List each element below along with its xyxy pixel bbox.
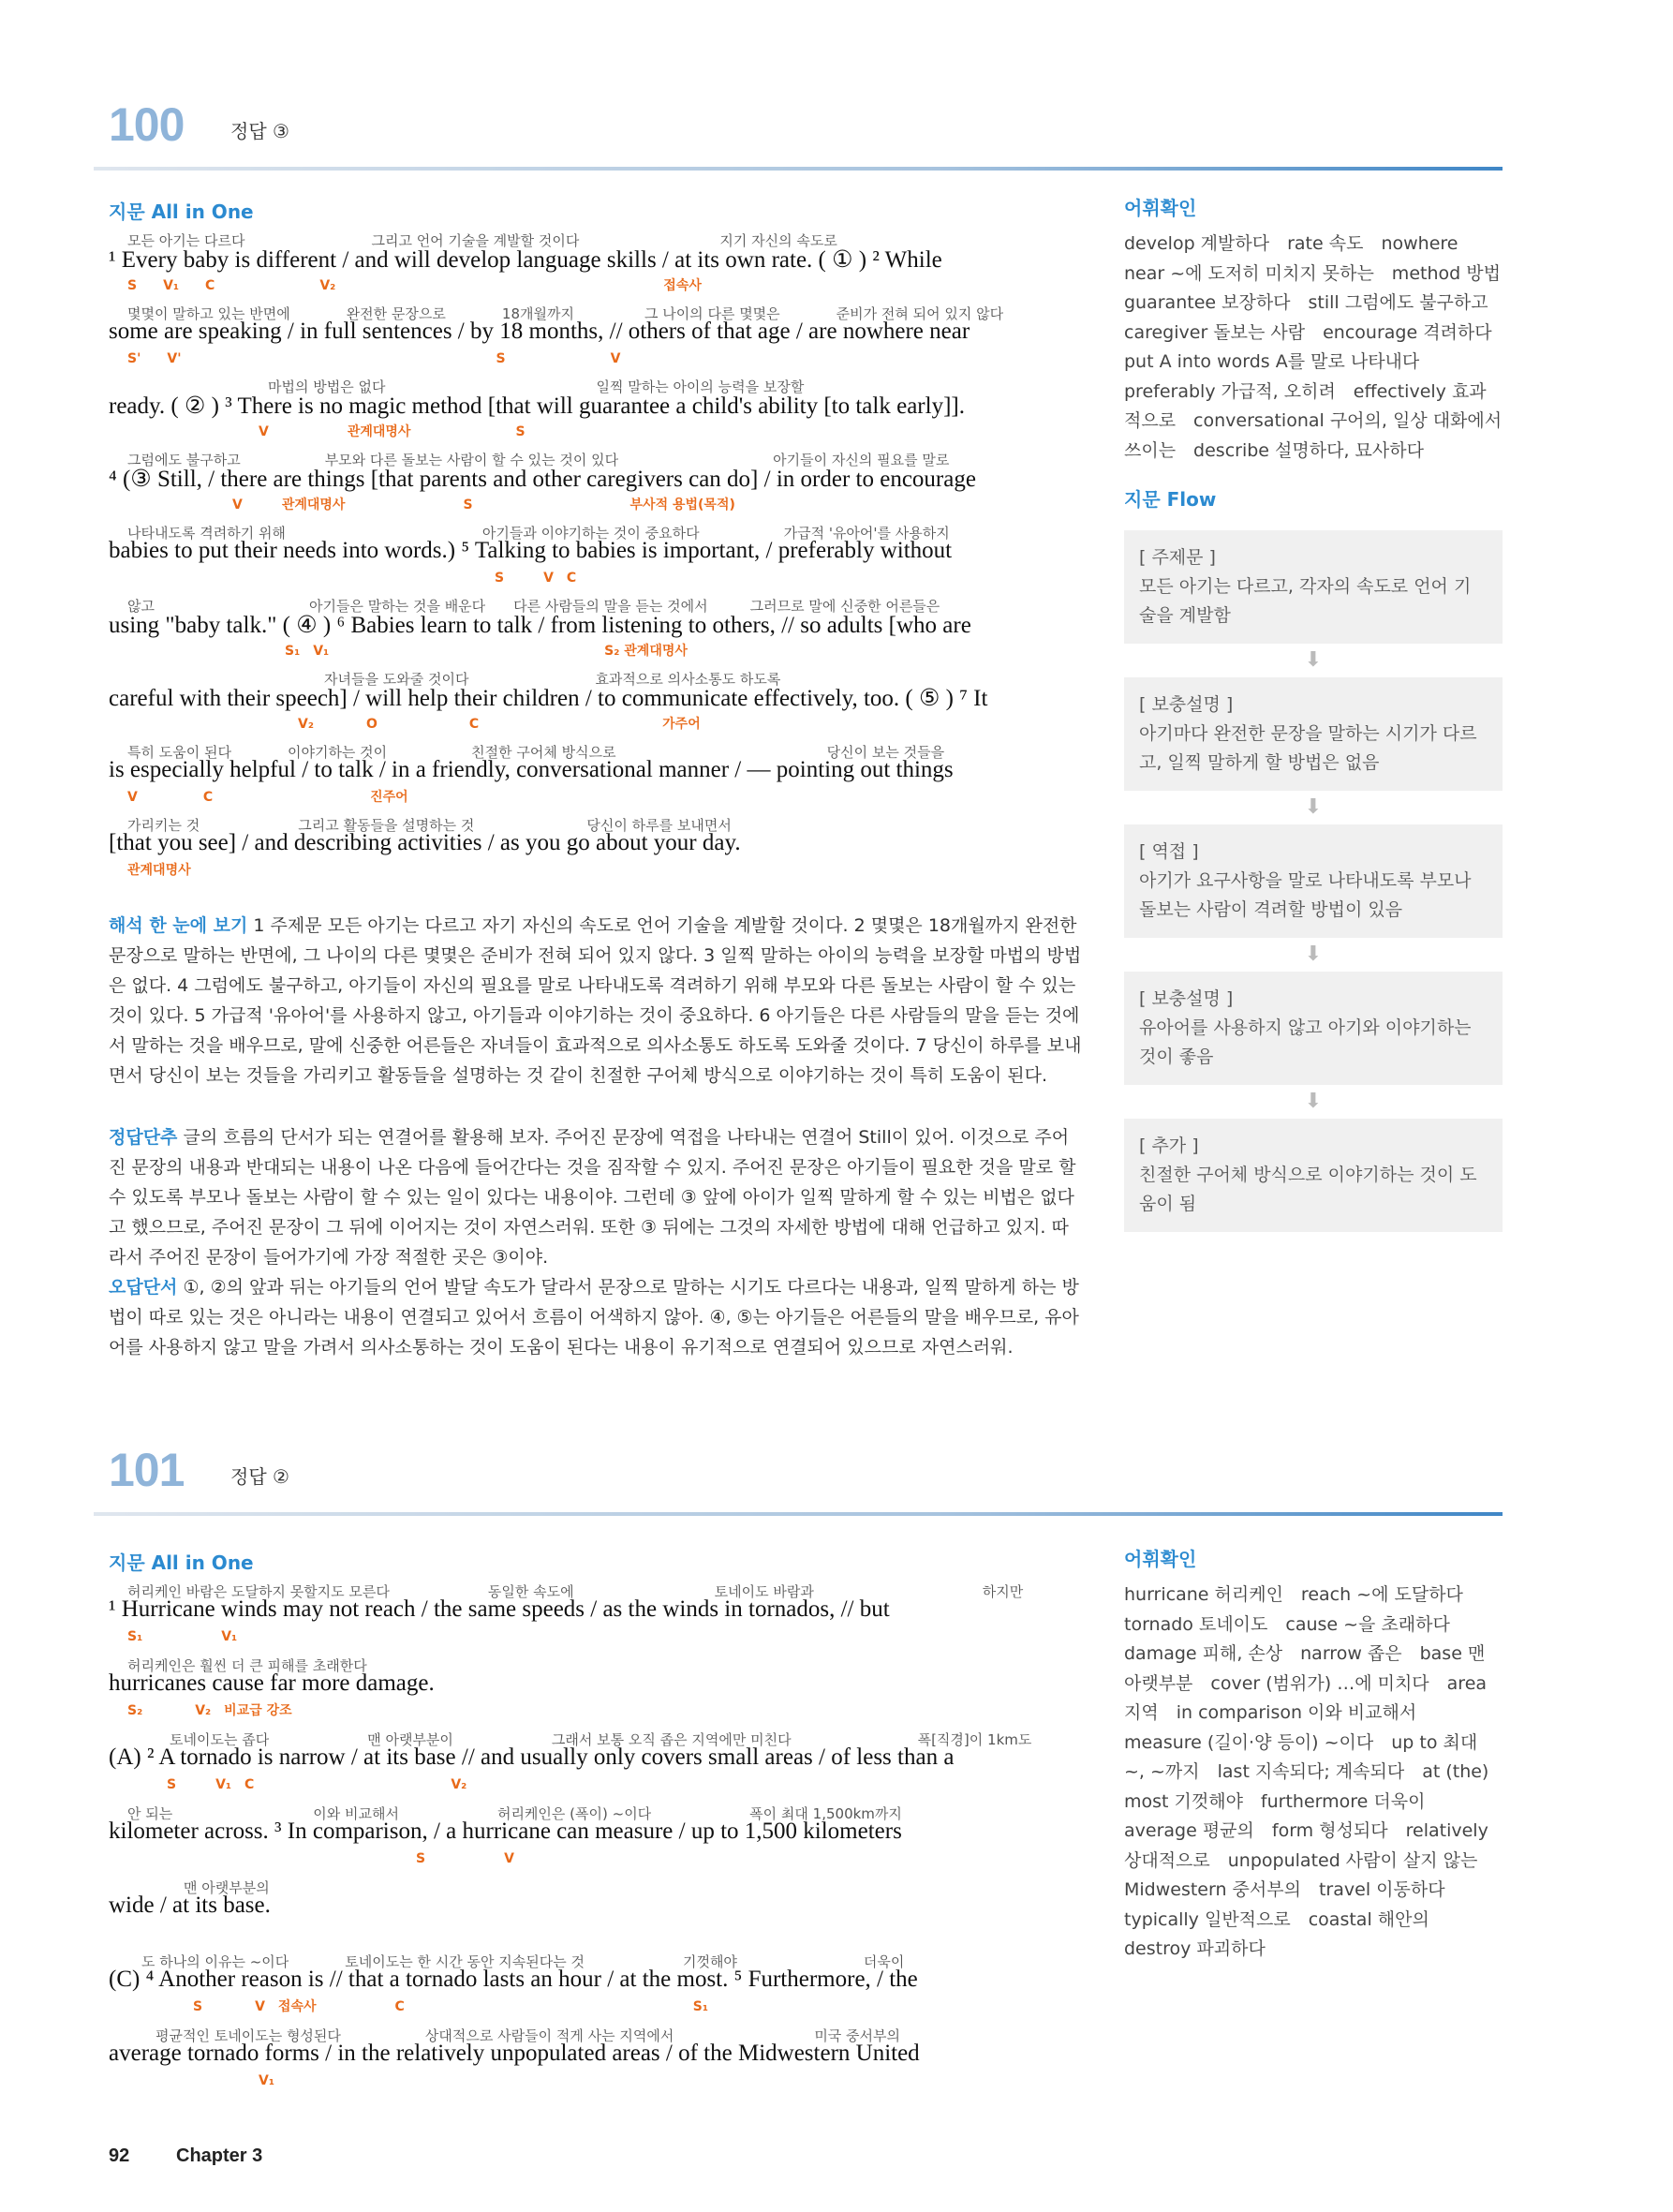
translation-label: 해석 한 눈에 보기 <box>109 915 248 936</box>
korean-gloss: 도 하나의 이유는 ~이다 토네이도는 한 시간 동안 지속된다는 것 기껏해야 더욱이 <box>127 1953 905 1970</box>
passage-line <box>109 304 1083 366</box>
flow-step-text: 아기가 요구사항을 말로 나타내도록 부모나 돌보는 사람이 격려할 방법이 있음 <box>1139 870 1472 920</box>
english-sentence: ready. ( ② ) ³ There is no magic method [that will guarantee a child's ability [to talk early]]. <box>109 393 965 419</box>
grammar-labels: V₂ O C 가주어 <box>127 717 701 732</box>
flow-step-tag: [ 보충설명 ] <box>1139 694 1234 715</box>
korean-gloss: 나타내도록 격려하기 위해 아기들과 이야기하는 것이 중요하다 가급적 '유아어'를 사용하지 <box>127 525 950 542</box>
passage-line <box>109 450 1083 512</box>
grammar-labels: S₂ V₂ 비교급 강조 <box>127 1703 292 1718</box>
passage-line <box>109 230 1083 293</box>
korean-gloss: 허리케인 바람은 도달하지 못할지도 모른다 동일한 속도에 토네이도 바람과 하지만 <box>127 1583 1024 1600</box>
passage-header-100: 지문 All in One <box>109 200 254 223</box>
korean-gloss: 특히 도움이 된다 이야기하는 것이 친절한 구어체 방식으로 당신이 보는 것들을 <box>127 744 945 761</box>
question-number-100: 100 <box>109 98 185 151</box>
flow-step <box>1124 972 1503 1085</box>
passage-line <box>109 1804 1083 1866</box>
english-sentence: wide / at its base. <box>109 1893 271 1918</box>
wrong-text: ①, ②의 앞과 뒤는 아기들의 언어 발달 속도가 달라서 문장으로 말하는 시기도 다르다는 내용과, 일찍 말하게 하는 방법이 따로 있는 것은 아니라는 내용이 연결되고 있어서 흐름이 어색하지 않아. ④, ⑤는 아기들은 어른들의 말을 배우므로, 유아어를 사용하지 않고 말을 가려서 의사소통하는 것이 도움이 된다는 내용이 유기적으로 연결되어 있으므로 자연스러워. <box>109 1277 1079 1358</box>
grammar-labels: V 관계대명사 S <box>127 424 526 439</box>
header-rule-100 <box>94 167 1503 171</box>
korean-gloss: 가리키는 것 그리고 활동들을 설명하는 것 당신이 하루를 보내면서 <box>127 817 732 834</box>
english-sentence: (C) ⁴ Another reason is // that a tornado lasts an hour / at the most. ⁵ Furthermore, / the <box>109 1967 918 1992</box>
grammar-labels: S' V' S V <box>127 351 621 366</box>
answer-label-101: 정답 ② <box>230 1465 289 1488</box>
passage-line <box>109 523 1083 586</box>
english-sentence: is especially helpful / to talk / in a friendly, conversational manner / — pointing out things <box>109 757 954 782</box>
right-column-101 <box>1124 1544 1503 1965</box>
flow-list-100 <box>1124 530 1503 1232</box>
english-sentence: [that you see] / and describing activities / as you go about your day. <box>109 830 741 855</box>
flow-header-100: 지문 Flow <box>1124 488 1217 511</box>
grammar-labels: V 관계대명사 S 부사적 용법(목적) <box>127 497 735 512</box>
passage-line <box>109 1655 1083 1718</box>
passage-line <box>109 742 1083 805</box>
flow-arrow-icon: ⬇ <box>1304 648 1323 672</box>
question-number-101: 101 <box>109 1444 185 1496</box>
grammar-labels: V C 진주어 <box>127 790 408 805</box>
passage-line <box>109 1952 1083 2014</box>
korean-gloss: 자녀들을 도와줄 것이다 효과적으로 의사소통도 하도록 <box>127 671 781 688</box>
grammar-labels: S₁ V₁ S₂ 관계대명사 <box>127 644 688 659</box>
wrong-block-100 <box>109 1272 1083 1362</box>
grammar-labels: S V <box>127 1851 514 1866</box>
english-sentence: hurricanes cause far more damage. <box>109 1670 435 1696</box>
flow-step-text: 아기마다 완전한 문장을 말하는 시기가 다르고, 일찍 말하게 할 방법은 없음 <box>1139 723 1477 773</box>
passage-line <box>109 596 1083 659</box>
passage-line <box>109 377 1083 439</box>
grammar-labels: S V C <box>127 571 577 586</box>
korean-gloss: 모든 아기는 다르다 그리고 언어 기술을 계발할 것이다 지기 자신의 속도로 <box>127 232 837 249</box>
flow-step <box>1124 677 1503 791</box>
flow-step-text: 모든 아기는 다르고, 각자의 속도로 언어 기술을 계발함 <box>1139 576 1472 626</box>
grammar-labels: S V 접속사 C S₁ <box>127 1999 708 2014</box>
key-text: 글의 흐름의 단서가 되는 연결어를 활용해 보자. 주어진 문장에 역접을 나타내는 연결어 Still이 있어. 이것으로 주어진 문장의 내용과 반대되는 내용이 나온 다음에 들어간다는 것을 짐작할 수 있지. 주어진 문장은 아기들이 필요한 것을 말로 할 수 있도록 부모나 돌보는 사람이 할 수 있는 일이 있다는 내용이야. 그런데 ③ 앞에 아이가 일찍 말하게 할 수 있는 비법은 없다고 했으므로, 주어진 문장이 그 뒤에 이어지는 것이 자연스러워. 또한 ③ 뒤에는 그것의 자세한 방법에 대해 언급하고 있지. 따라서 주어진 문장이 들어가기에 가장 적절한 곳은 ③이야. <box>109 1127 1076 1268</box>
passage-line <box>109 669 1083 732</box>
grammar-labels: V₁ <box>127 2073 274 2088</box>
flow-step <box>1124 530 1503 644</box>
vocab-list-100: develop 계발하다 rate 속도 nowhere near ~에 도저히 미치지 못하는 method 방법 guarantee 보장하다 still 그럼에도 불구하고 caregiver 돌보는 사람 encourage 격려하다 put A into words A를 말로 나타내다 preferably 가급적, 오히려 effectively 효과적으로 conversational 구어의, 일상 대화에서 쓰이는 describe 설명하다, 묘사하다 <box>1124 233 1518 461</box>
grammar-labels: S₁ V₁ <box>127 1629 238 1644</box>
korean-gloss: 맨 아랫부분의 <box>127 1879 270 1896</box>
flow-arrow-icon: ⬇ <box>1304 943 1323 966</box>
chapter-label: Chapter 3 <box>176 2145 263 2166</box>
korean-gloss: 토네이도는 좁다 맨 아랫부분이 그래서 보통 오직 좁은 지역에만 미친다 폭[직경]이 1km도 <box>127 1731 1032 1748</box>
translation-text: 1 주제문 모든 아기는 다르고 자기 자신의 속도로 언어 기술을 계발할 것이다. 2 몇몇은 18개월까지 완전한 문장으로 말하는 반면에, 그 나이의 다른 몇몇은 준비가 전혀 되어 있지 않다. 3 일찍 말하는 아이의 능력을 보장할 마법의 방법은 없다. 4 그럼에도 불구하고, 아기들이 자신의 필요를 말로 나타내도록 격려하기 위해 부모와 다른 돌보는 사람이 할 수 있는 것이 있다. 5 가급적 '유아어'를 사용하지 않고, 아기들과 이야기하는 것이 중요하다. 6 아기들은 다른 사람들의 말을 듣는 것에서 말하는 것을 배우므로, 말에 신중한 어른들은 자녀들이 효과적으로 의사소통도 하도록 도와줄 것이다. 7 당신이 하루를 보내면서 당신이 보는 것들을 가리키고 활동들을 설명하는 것 같이 친절한 구어체 방식으로 이야기하는 것이 특히 도움이 된다. <box>109 915 1082 1086</box>
flow-arrow-icon: ⬇ <box>1304 1090 1323 1113</box>
flow-step-tag: [ 보충설명 ] <box>1139 988 1234 1009</box>
key-label: 정답단추 <box>109 1127 178 1148</box>
korean-gloss: 않고 아기들은 말하는 것을 배운다 다른 사람들의 말을 듣는 것에서 그러므로 말에 신중한 어른들은 <box>127 598 940 615</box>
korean-gloss: 그럼에도 불구하고 부모와 다른 돌보는 사람이 할 수 있는 것이 있다 아기들이 자신의 필요를 말로 <box>127 452 950 468</box>
english-sentence: kilometer across. ³ In comparison, / a hurricane can measure / up to 1,500 kilometers <box>109 1819 902 1844</box>
english-sentence: some are speaking / in full sentences / by 18 months, // others of that age / are nowhere near <box>109 319 970 344</box>
grammar-labels: 관계대명사 <box>127 863 191 878</box>
passage-line <box>109 815 1083 878</box>
flow-step-text: 친절한 구어체 방식으로 이야기하는 것이 도움이 됨 <box>1139 1165 1477 1214</box>
flow-step-tag: [ 추가 ] <box>1139 1136 1199 1156</box>
english-sentence: ¹ Every baby is different / and will develop language skills / at its own rate. ( ① ) ² While <box>109 247 942 273</box>
flow-arrow-icon: ⬇ <box>1304 795 1323 819</box>
passage-header-101: 지문 All in One <box>109 1551 254 1574</box>
answer-label-100: 정답 ③ <box>230 120 289 142</box>
translation-block-100 <box>109 911 1083 1091</box>
right-column-100 <box>1124 193 1518 1232</box>
english-sentence: babies to put their needs into words.) ⁵ Talking to babies is important, / preferably without <box>109 538 953 563</box>
grammar-labels: S V₁ C V₂ 접속사 <box>127 278 702 293</box>
english-sentence: (A) ² A tornado is narrow / at its base // and usually only covers small areas / of less than a <box>109 1744 955 1770</box>
grammar-labels: S V₁ C V₂ <box>127 1777 467 1792</box>
korean-gloss: 몇몇이 말하고 있는 반면에 완전한 문장으로 18개월까지 그 나이의 다른 몇몇은 준비가 전혀 되어 있지 않다 <box>127 305 1004 322</box>
english-sentence: ¹ Hurricane winds may not reach / the same speeds / as the winds in tornados, // but <box>109 1596 890 1622</box>
passage-line <box>109 2026 1083 2088</box>
korean-gloss: 안 되는 이와 비교해서 허리케인은 (폭이) ~이다 폭이 최대 1,500km까지 <box>127 1805 902 1822</box>
english-sentence: using "baby talk." ( ④ ) ⁶ Babies learn to talk / from listening to others, // so adults [who are <box>109 613 971 638</box>
passage-line <box>109 1878 1083 1918</box>
key-block-100 <box>109 1122 1083 1272</box>
wrong-label: 오답단서 <box>109 1277 178 1298</box>
korean-gloss: 평균적인 토네이도는 형성된다 상대적으로 사람들이 적게 사는 지역에서 미국 중서부의 <box>127 2027 901 2044</box>
korean-gloss: 마법의 방법은 없다 일찍 말하는 아이의 능력을 보장할 <box>127 379 805 395</box>
passage-line <box>109 1581 1083 1644</box>
flow-step <box>1124 824 1503 938</box>
vocab-list-101: hurricane 허리케인 reach ~에 도달하다 tornado 토네이도 cause ~을 초래하다 damage 피해, 손상 narrow 좁은 base 맨 아랫부분 cover (범위가) …에 미치다 area 지역 in comparison 이와 비교해서 measure (길이·양 등이) ~이다 up to 최대 ~, ~까지 last 지속되다; 계속되다 at (the) most 기껏해야 furthermore 더욱이 average 평균의 form 형성되다 relatively 상대적으로 unpopulated 사람이 살지 않는 Midwestern 중서부의 travel 이동하다 typically 일반적으로 coastal 해안의 destroy 파괴하다 <box>1124 1584 1496 1959</box>
flow-step-tag: [ 역접 ] <box>1139 841 1199 862</box>
vocab-header-101: 어휘확인 <box>1124 1548 1197 1570</box>
english-sentence: average tornado forms / in the relatively unpopulated areas / of the Midwestern United <box>109 2041 920 2066</box>
flow-step <box>1124 1119 1503 1232</box>
page-number: 92 <box>109 2145 130 2166</box>
flow-step-text: 유아어를 사용하지 않고 아기와 이야기하는 것이 좋음 <box>1139 1017 1472 1067</box>
flow-step-tag: [ 주제문 ] <box>1139 547 1216 568</box>
english-sentence: careful with their speech] / will help their children / to communicate effectively, too. ( ⑤ ) ⁷ It <box>109 686 988 711</box>
header-rule-101 <box>94 1512 1503 1516</box>
korean-gloss: 허리케인은 훨씬 더 큰 피해를 초래한다 <box>127 1657 367 1674</box>
vocab-header-100: 어휘확인 <box>1124 197 1197 219</box>
passage-line <box>109 1730 1083 1792</box>
english-sentence: ⁴ (③ Still, / there are things [that parents and other caregivers can do] / in order to encourage <box>109 467 976 492</box>
